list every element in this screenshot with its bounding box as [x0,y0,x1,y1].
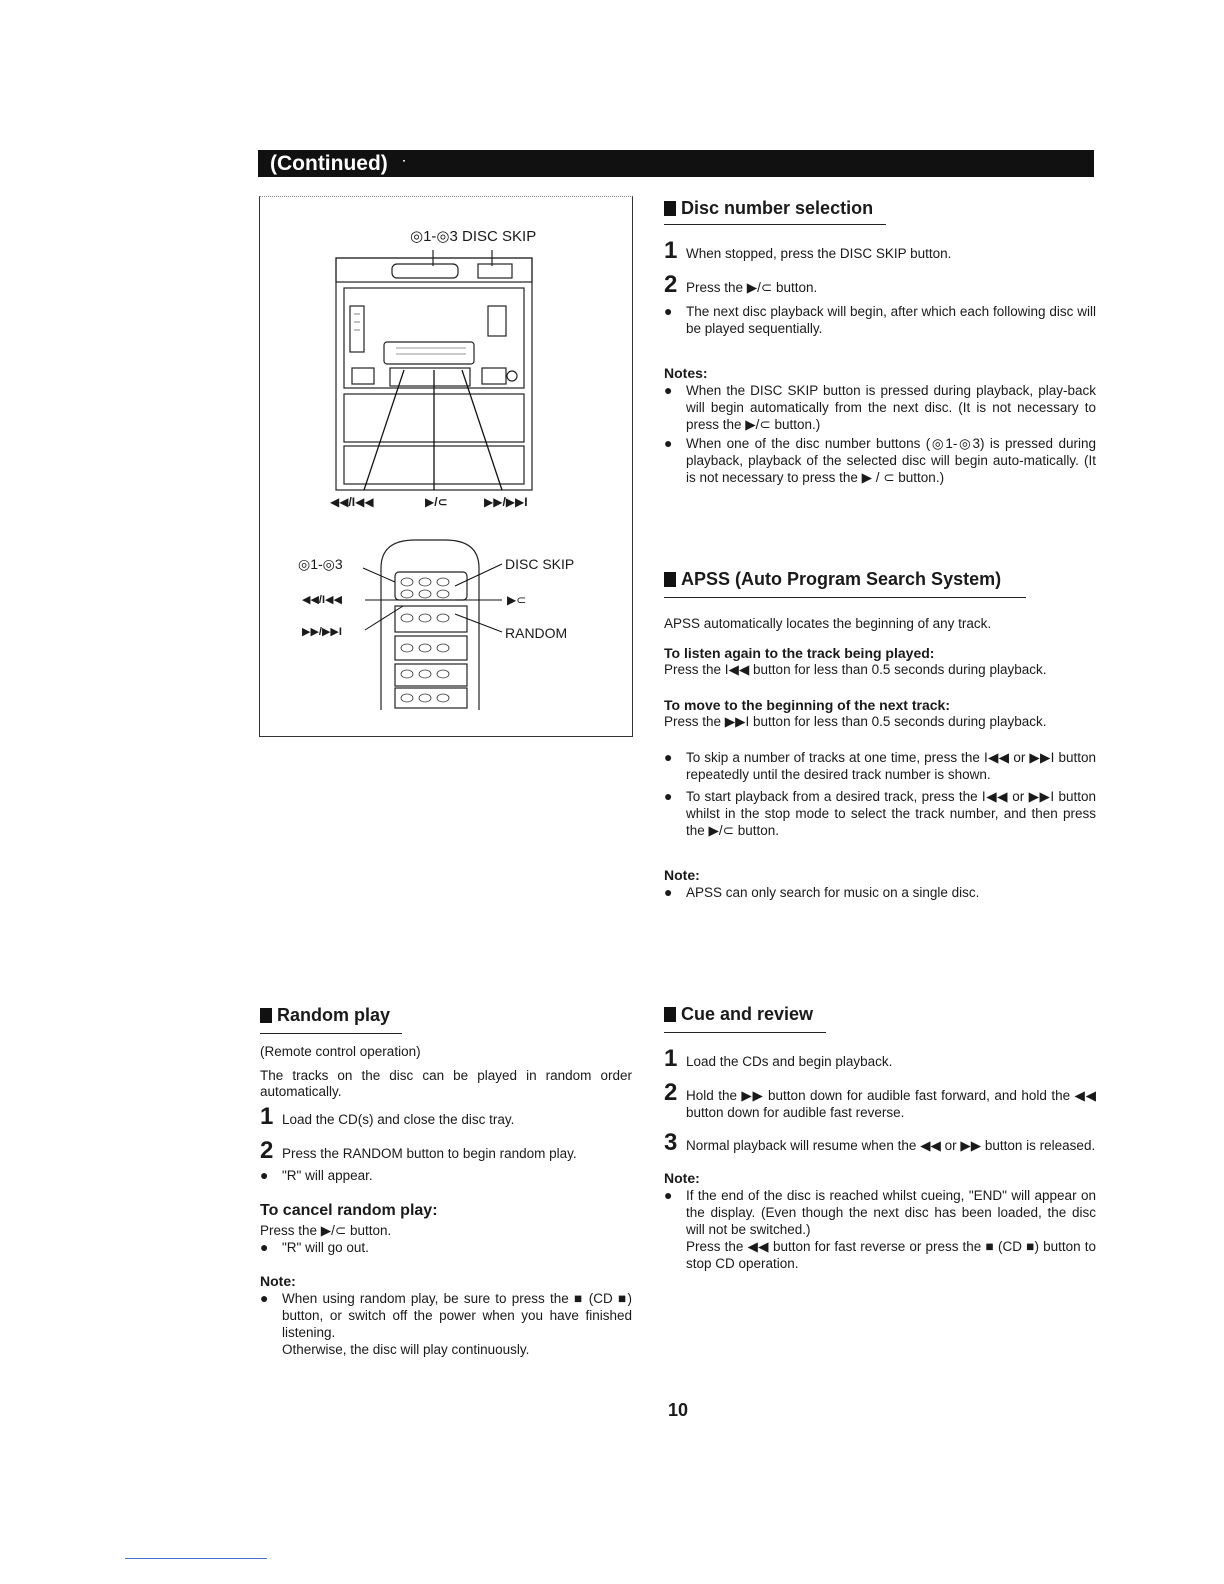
remote-disc-skip-label: DISC SKIP [505,556,575,572]
random-note-heading: Note: [260,1273,296,1289]
footer-rule [125,1558,267,1559]
apss-section [664,569,1096,901]
cue-step-3: 3 Normal playback will resume when the ◀◀ or ▶▶ button is released. [664,1129,1096,1156]
disc-number-heading: Disc number selection [664,198,1096,219]
disc-number-section [664,198,1096,486]
disc-number-note-1: ● When the DISC SKIP button is pressed during playback, play-back will begin automatically from the next disc. (It is not necessary to press the ▶/⊂ button.) [664,382,1096,432]
apss-listen-again-heading: To listen again to the track being played: [664,644,935,661]
unit-illustration [330,250,540,495]
cue-note: ● If the end of the disc is reached whilst cueing, "END" will appear on the display. (Even though the next disc has been loaded, the disc will not be switched.) Press the ◀◀ button for fast reverse or press the ■ (CD ■) button to stop CD operation. [664,1187,1096,1271]
random-step-1: 1 Load the CD(s) and close the disc tray. [260,1102,515,1130]
section-header-bar [258,150,1094,177]
unit-disc-skip-label: ◎1-◎3 DISC SKIP [410,228,537,245]
apss-note: ● APSS can only search for music on a single disc. [664,883,980,900]
unit-play-button-label: ▶/⊂ [425,495,448,509]
header-title: (Continued) ˙ [270,152,407,175]
random-play-intro: The tracks on the disc can be played in random order automatically. [260,1067,632,1099]
cue-note-heading: Note: [664,1170,700,1186]
remote-disc-buttons-label: ◎1-◎3 [298,556,343,572]
unit-next-button-label: ▶▶/▶▶I [484,495,528,509]
apss-heading: APSS (Auto Program Search System) [664,569,1096,590]
remote-callout-lines [355,560,510,640]
page-number: 10 [668,1400,689,1420]
cancel-random-text: Press the ▶/⊂ button. [260,1222,392,1238]
cancel-random-bullet: ● "R" will go out. [260,1239,369,1255]
cue-review-heading: Cue and review [664,1004,1096,1025]
cue-step-2: 2 Hold the ▶▶ button down for audible fast forward, and hold the ◀◀ button down for audible fast reverse. [664,1079,1096,1120]
random-play-section [260,1005,632,1358]
random-play-subtitle: (Remote control operation) [260,1044,421,1059]
cancel-random-heading: To cancel random play: [260,1201,438,1219]
cue-review-section [664,1004,1096,1272]
disc-number-notes-heading: Notes: [664,365,708,381]
remote-prev-label: ◀◀/I◀◀ [302,594,342,606]
apss-intro: APSS automatically locates the beginning of any track. [664,616,992,631]
disc-number-step-2: 2 Press the ▶/⊂ button. [664,271,818,298]
random-play-heading: Random play [260,1005,632,1026]
random-note: ● When using random play, be sure to press the ■ (CD ■) button, or switch off the power when you have finished listening. Otherwise, the disc will play continuously. [260,1290,632,1357]
random-bullet: ● "R" will appear. [260,1166,373,1183]
remote-next-label: ▶▶/▶▶I [302,626,342,638]
apss-listen-again-text: Press the I◀◀ button for less than 0.5 seconds during playback. [664,661,1047,677]
disc-number-step-1: 1 When stopped, press the DISC SKIP button. [664,237,952,264]
remote-random-label: RANDOM [505,625,568,641]
apss-note-heading: Note: [664,866,700,883]
unit-prev-button-label: ◀◀/I◀◀ [330,495,374,509]
disc-number-bullet: ● The next disc playback will begin, after which each following disc will be played sequentially. [664,303,1096,336]
apss-bullet-2: ● To start playback from a desired track, press the I◀◀ or ▶▶I button whilst in the stop mode to select the track number, and then press the ▶/⊂ button. [664,787,1096,838]
random-step-2: 2 Press the RANDOM button to begin random play. [260,1136,577,1164]
apss-bullet-1: ● To skip a number of tracks at one time, press the I◀◀ or ▶▶I button repeatedly until the desired track number is shown. [664,748,1096,782]
apss-next-track-heading: To move to the beginning of the next track: [664,697,950,713]
apss-next-track-text: Press the ▶▶I button for less than 0.5 seconds during playback. [664,714,1047,729]
remote-play-label: ▶⊂ [507,593,527,607]
cue-step-1: 1 Load the CDs and begin playback. [664,1045,893,1072]
disc-number-note-2: ● When one of the disc number buttons (◎1-◎3) is pressed during playback, playback of the selected disc will begin auto-matically. (It is not necessary to press the ▶ / ⊂ button.) [664,435,1096,485]
